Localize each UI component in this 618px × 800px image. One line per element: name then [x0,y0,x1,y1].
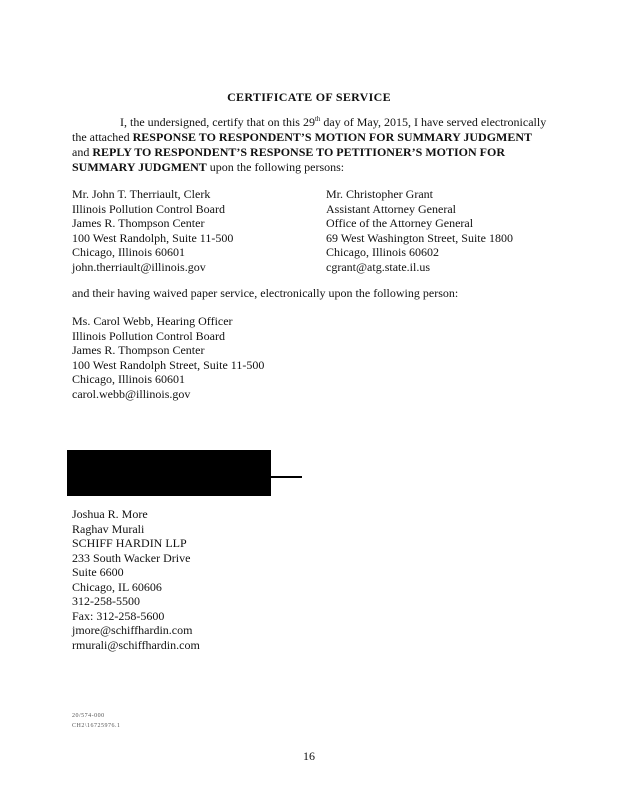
waived-service-text: and their having waived paper service, electronically upon the following person: [72,286,459,300]
address-line: James R. Thompson Center [72,216,205,230]
fax-number: Fax: 312-258-5600 [72,608,165,623]
email-address: jmore@schiffhardin.com [72,623,193,637]
ordinal-suffix: th [314,115,321,123]
address-line: Illinois Pollution Control Board [72,201,226,216]
address-line: 100 West Randolph Street, Suite 11-500 [72,357,265,372]
document-title-2: REPLY TO RESPONDENT’S RESPONSE TO PETITIONER’S MOTION FOR SUMMARY JUDGMENT [72,145,505,174]
recipient-clerk [72,187,233,274]
phone-number: 312-258-5500 [72,594,140,608]
signature-block [72,507,200,652]
address-line: Chicago, IL 60606 [72,579,162,594]
address-line: 233 South Wacker Drive [72,550,191,565]
recipient-attorney-general [326,187,513,274]
intro-text-4: upon the following persons: [206,160,345,174]
signature-line [271,476,302,478]
intro-text-1: I, the undersigned, certify that on this 29 [120,115,315,129]
address-line: Chicago, Illinois 60602 [326,245,439,259]
address-line: Chicago, Illinois 60601 [72,372,185,386]
address-line: Office of the Attorney General [326,216,474,230]
certification-paragraph [72,115,552,175]
intro-text-3: and [72,145,93,159]
address-line: Illinois Pollution Control Board [72,328,226,343]
page-title: CERTIFICATE OF SERVICE [227,90,391,104]
address-line: James R. Thompson Center [72,343,205,357]
email-address: rmurali@schiffhardin.com [72,637,200,652]
attorney-name: Joshua R. More [72,507,148,521]
address-line: Mr. Christopher Grant [326,187,433,201]
recipient-hearing-officer [72,314,264,401]
email-address: cgrant@atg.state.il.us [326,259,431,274]
email-address: carol.webb@illinois.gov [72,386,191,401]
address-line: 100 West Randolph, Suite 11-500 [72,230,234,245]
firm-name: SCHIFF HARDIN LLP [72,536,187,550]
attorney-name: Raghav Murali [72,521,145,536]
redacted-signature [67,450,271,496]
address-line: Suite 6600 [72,565,124,579]
document-code: 20/574-000 [72,713,105,719]
address-line: Assistant Attorney General [326,201,456,216]
address-line: Mr. John T. Therriault, Clerk [72,187,211,201]
address-line: 69 West Washington Street, Suite 1800 [326,230,513,245]
document-code: CH2\16725976.1 [72,723,121,729]
page-number: 16 [303,749,315,763]
address-line: Chicago, Illinois 60601 [72,245,185,259]
email-address: john.therriault@illinois.gov [72,259,206,274]
address-line: Ms. Carol Webb, Hearing Officer [72,314,233,328]
intro-text-2: day of May, 2015, I have served electronically the attached [72,115,547,144]
document-title-1: RESPONSE TO RESPONDENT’S MOTION FOR SUMMARY JUDGMENT [132,130,533,144]
